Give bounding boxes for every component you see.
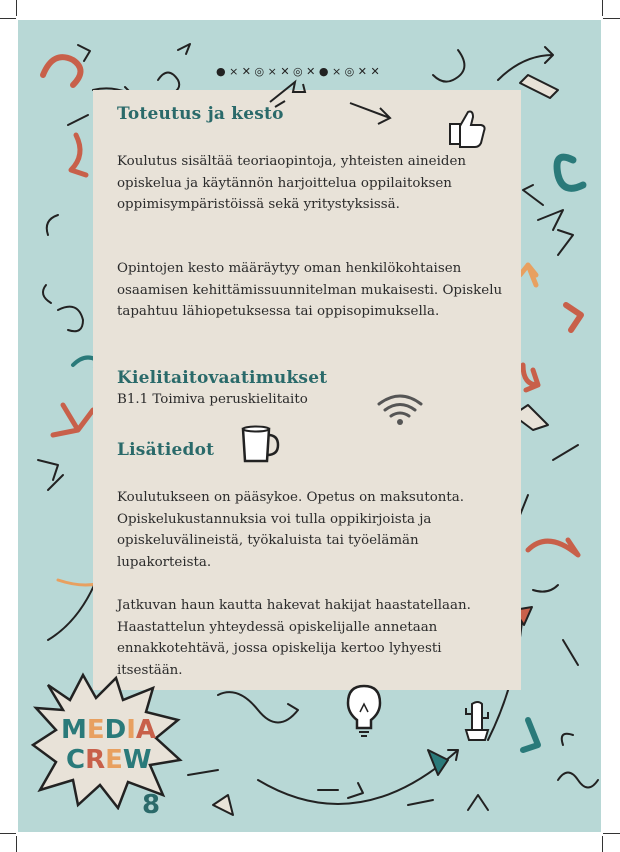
logo-text-media: MEDIA bbox=[61, 715, 157, 745]
crop-mark bbox=[602, 0, 603, 16]
crop-mark bbox=[16, 836, 17, 852]
lightbulb-icon bbox=[344, 682, 384, 738]
crop-mark bbox=[0, 18, 16, 19]
coffee-mug-icon bbox=[238, 423, 282, 467]
paragraph-kielitaito: B1.1 Toimiva peruskielitaito bbox=[117, 392, 308, 407]
media-crew-logo bbox=[28, 670, 188, 810]
crop-mark bbox=[16, 0, 17, 16]
thumbs-up-icon bbox=[446, 106, 488, 148]
crop-mark bbox=[602, 836, 603, 852]
crop-mark bbox=[0, 833, 16, 834]
cactus-icon bbox=[460, 698, 496, 742]
heading-toteutus: Toteutus ja kesto bbox=[117, 104, 284, 124]
heading-lisatiedot: Lisätiedot bbox=[117, 440, 215, 460]
heading-kielitaito: Kielitaitovaatimukset bbox=[117, 368, 328, 388]
paragraph-lisatiedot-1: Koulutukseen on pääsykoe. Opetus on maksutonta. Opiskelukustannuksia voi tulla oppikirjoista ja opiskeluvälineistä, työkaluista tai työelämän lupakorteista. bbox=[117, 490, 465, 570]
crop-mark bbox=[603, 18, 620, 19]
paragraph-toteutus-2: Opintojen kesto määräytyy oman henkilökohtaisen osaamisen kehittämissuunnitelman mukaisesti. Opiskelu tapahtuu lähiopetuksessa tai oppisopimuksella. bbox=[117, 261, 503, 319]
svg-text:● × ✕ ◎ × ✕ ◎ ✕ ● × ◎ ✕ ✕: ● × ✕ ◎ × ✕ ◎ ✕ ● × ◎ ✕ ✕ bbox=[216, 65, 380, 78]
logo-text-crew: CREW bbox=[66, 745, 152, 775]
crop-mark bbox=[603, 833, 620, 834]
page-number: 8 bbox=[142, 790, 161, 820]
paragraph-toteutus-1: Koulutus sisältää teoriaopintoja, yhteisten aineiden opiskelua ja käytännön harjoittelua oppilaitoksen oppimisympäristöissä sekä yritystyksissä. bbox=[117, 154, 466, 212]
paragraph-lisatiedot-2: Jatkuvan haun kautta hakevat hakijat haastatellaan. Haastattelun yhteydessä opiskelijalle annetaan ennakkotehtävä, jossa opiskelija kertoo lyhyesti itsestään. bbox=[117, 598, 471, 678]
arrow-doodle-icon bbox=[345, 98, 405, 128]
